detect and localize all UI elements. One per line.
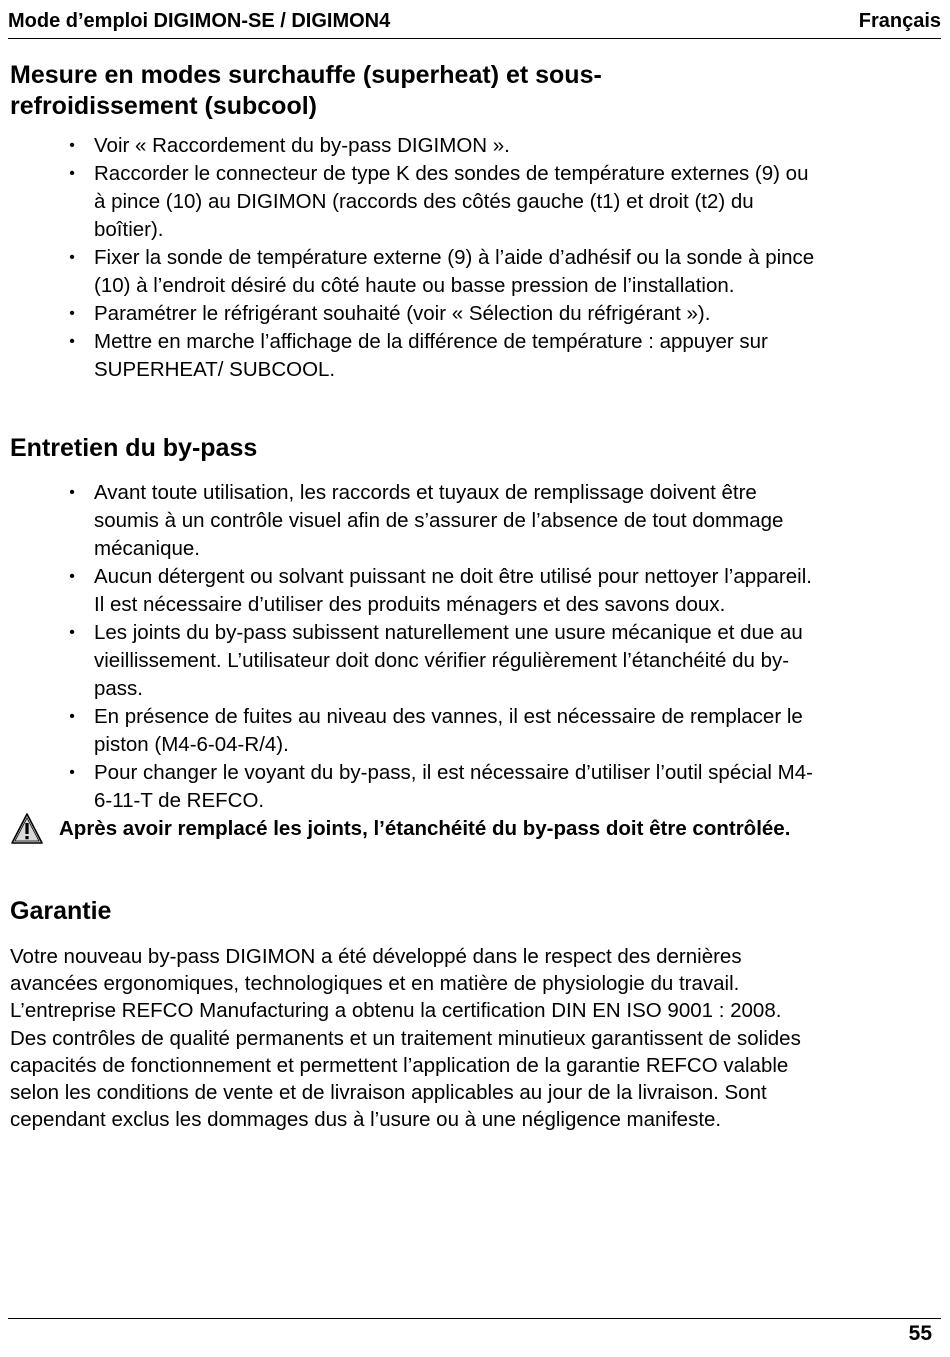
superheat-steps-list bbox=[10, 132, 936, 384]
item-line: En présence de fuites au niveau des vannes, il est nécessaire de remplacer le bbox=[94, 705, 803, 728]
item-line: vieillissement. L’utilisateur doit donc vérifier régulièrement l’étanchéité du by- bbox=[94, 649, 790, 672]
bullet: • bbox=[69, 165, 75, 182]
list-item bbox=[10, 563, 936, 619]
item-line: Raccorder le connecteur de type K des sondes de température externes (9) ou bbox=[94, 162, 809, 185]
section-superheat-subcool bbox=[10, 60, 936, 384]
maintenance-list bbox=[10, 479, 936, 815]
item-line: pass. bbox=[94, 677, 143, 700]
warranty-paragraph bbox=[10, 943, 936, 1133]
item-line: mécanique. bbox=[94, 537, 200, 560]
list-item bbox=[10, 619, 936, 703]
item-line: soumis à un contrôle visuel afin de s’assurer de l’absence de tout dommage bbox=[94, 509, 784, 532]
warning-triangle-icon bbox=[10, 812, 44, 846]
list-item bbox=[10, 244, 936, 300]
bullet: • bbox=[69, 137, 75, 154]
paragraph-line: Votre nouveau by-pass DIGIMON a été développé dans le respect des dernières bbox=[10, 945, 742, 968]
bullet: • bbox=[69, 708, 75, 725]
warning-text: Après avoir remplacé les joints, l’étanchéité du by-pass doit être contrôlée. bbox=[59, 817, 791, 840]
paragraph-line: Des contrôles de qualité permanents et un traitement minutieux garantissent de solides bbox=[10, 1026, 801, 1050]
language-label: Français bbox=[858, 9, 941, 32]
bullet: • bbox=[69, 249, 75, 266]
list-item bbox=[10, 132, 936, 160]
paragraph-line: cependant exclus les dommages dus à l’usure ou à une négligence manifeste. bbox=[10, 1108, 722, 1132]
page-header bbox=[8, 4, 941, 39]
list-item bbox=[10, 759, 936, 815]
bullet: • bbox=[69, 764, 75, 781]
bullet: • bbox=[69, 333, 75, 350]
paragraph-line: capacités de fonctionnement et permettent l’application de la garantie REFCO valable bbox=[10, 1053, 789, 1077]
item-line: à pince (10) au DIGIMON (raccords des côtés gauche (t1) et droit (t2) du bbox=[94, 190, 754, 213]
bullet: • bbox=[69, 568, 75, 585]
bullet: • bbox=[69, 305, 75, 322]
list-item bbox=[10, 703, 936, 759]
item-line: 6-11-T de REFCO. bbox=[94, 789, 265, 812]
paragraph-line: L’entreprise REFCO Manufacturing a obtenu la certification DIN EN ISO 9001 : 2008. bbox=[10, 999, 782, 1023]
item-line: Avant toute utilisation, les raccords et tuyaux de remplissage doivent être bbox=[94, 481, 757, 504]
item-line: Paramétrer le réfrigérant souhaité (voir « Sélection du réfrigérant »). bbox=[94, 302, 711, 325]
item-line: SUPERHEAT/ SUBCOOL. bbox=[94, 358, 336, 381]
page-number: 55 bbox=[908, 1322, 932, 1345]
item-line: boîtier). bbox=[94, 218, 164, 241]
section-heading-warranty: Garantie bbox=[10, 897, 112, 925]
item-line: Les joints du by-pass subissent naturellement une usure mécanique et due au bbox=[94, 621, 803, 644]
footer-divider bbox=[8, 1318, 941, 1319]
item-line: Il est nécessaire d’utiliser des produits ménagers et des savons doux. bbox=[94, 593, 726, 616]
section-warranty bbox=[10, 896, 936, 1133]
item-line: Voir « Raccordement du by-pass DIGIMON ». bbox=[94, 134, 510, 157]
list-item bbox=[10, 328, 936, 384]
section-heading-superheat bbox=[10, 60, 936, 122]
section-heading-maintenance: Entretien du by-pass bbox=[10, 434, 258, 462]
paragraph-line: avancées ergonomiques, technologiques et en matière de physiologie du travail. bbox=[10, 972, 740, 996]
item-line: (10) à l’endroit désiré du côté haute ou basse pression de l’installation. bbox=[94, 274, 735, 297]
item-line: Aucun détergent ou solvant puissant ne doit être utilisé pour nettoyer l’appareil. bbox=[94, 565, 812, 588]
list-item bbox=[10, 479, 936, 563]
heading-line: Mesure en modes surchauffe (superheat) et sous- bbox=[10, 61, 602, 89]
paragraph-line: selon les conditions de vente et de livraison applicables au jour de la livraison. Sont bbox=[10, 1081, 767, 1105]
heading-line: refroidissement (subcool) bbox=[10, 92, 317, 120]
item-line: piston (M4-6-04-R/4). bbox=[94, 733, 289, 756]
document-title: Mode d’emploi DIGIMON-SE / DIGIMON4 bbox=[8, 9, 391, 32]
bullet: • bbox=[69, 624, 75, 641]
list-item bbox=[10, 160, 936, 244]
section-maintenance bbox=[10, 433, 936, 815]
list-item bbox=[10, 300, 936, 328]
item-line: Mettre en marche l’affichage de la différence de température : appuyer sur bbox=[94, 330, 768, 353]
warning-notice bbox=[10, 812, 936, 846]
item-line: Pour changer le voyant du by-pass, il est nécessaire d’utiliser l’outil spécial M4- bbox=[94, 761, 813, 784]
item-line: Fixer la sonde de température externe (9) à l’aide d’adhésif ou la sonde à pince bbox=[94, 246, 815, 269]
bullet: • bbox=[69, 484, 75, 501]
